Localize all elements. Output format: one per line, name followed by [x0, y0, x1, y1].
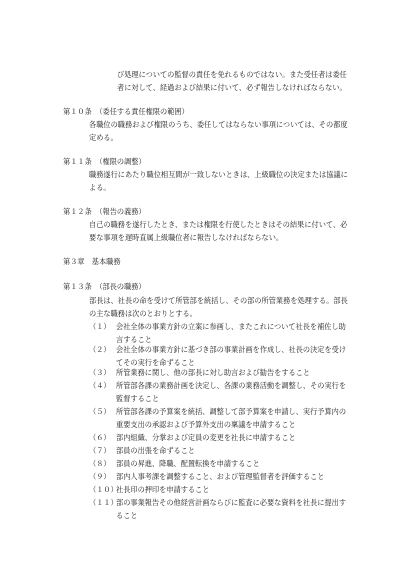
item-number: （１）	[89, 322, 111, 331]
paragraph-line: 自己の職務を遂行したとき、または権限を行使したときはその結果に付いて、必	[89, 220, 348, 229]
article-10-body	[89, 118, 365, 144]
paragraph-line: 要な事項を遅時直属上級職位者に報告しなければならない。	[89, 233, 284, 242]
item-number: （１１）	[89, 498, 118, 507]
item-number: （８）	[89, 459, 111, 468]
item-line: ること	[116, 511, 138, 520]
paragraph-line: の主な職務は次のとおりとする。	[89, 309, 197, 318]
item-number: （３）	[89, 368, 111, 377]
item-line: 部内人事考課を調整すること、および管理監督者を評価すること	[116, 472, 325, 481]
chapter-heading: 第３章 基本職務	[63, 257, 121, 266]
article-11-heading: 第１１条 （権限の調整）	[63, 157, 146, 166]
item-line: 言すること	[116, 335, 152, 344]
item-line: 所管部各課の予算案を統括、調整して部予算案を申請し、実行予算内の	[116, 407, 347, 416]
item-number: （９）	[89, 472, 111, 481]
article-13-heading: 第１３条 （部長の職務）	[63, 282, 146, 291]
item-number: （４）	[89, 381, 111, 390]
item-line: 会社全体の事業方針の立案に参画し、またこれについて社長を補佐し助	[116, 322, 346, 331]
item-line: 所管部各課の業務計画を決定し、各課の業務活動を調整し、その実行を	[116, 381, 347, 390]
item-line: 監督すること	[116, 394, 160, 403]
item-line: 部員の出張を命ずること	[116, 446, 196, 455]
item-line: 部員の昇進、降職、配置転換を申請すること	[116, 459, 260, 468]
article-12-heading: 第１２条 （報告の義務）	[63, 207, 146, 216]
paragraph-line: 者に対して、経過および結果に付いて、必ず報告しなければならない。	[117, 83, 347, 92]
item-number: （５）	[89, 407, 111, 416]
paragraph-line: 定める。	[89, 133, 118, 142]
continuation-paragraph	[117, 68, 387, 94]
item-line: てその実行を命ずること	[116, 358, 196, 367]
item-line: 重要支出の承認および予算外支出の稟議を申請すること	[116, 420, 296, 429]
item-number: （７）	[89, 446, 111, 455]
item-line: 社長印の押印を申請すること	[116, 485, 210, 494]
paragraph-line: 部長は、社長の命を受けて所管部を統括し、その部の所管業務を処理する。部長	[89, 296, 348, 305]
paragraph-line: 各職位の職務および権限のうち、委任してはならない事項については、その都度	[89, 120, 348, 129]
paragraph-line: よる。	[89, 183, 111, 192]
article-11-body	[89, 168, 365, 194]
article-10-heading: 第１０条 （委任する責任権限の範囲）	[63, 107, 189, 116]
article-12-body	[89, 218, 365, 244]
item-line: 所管業務に関し、他の部長に対し助言および勧告をすること	[116, 368, 311, 377]
paragraph-line: び処理についての監督の責任を免れるものではない。また受任者は委任	[117, 70, 347, 79]
item-line: 会社全体の事業方針に基づき部の事業計画を作成し、社長の決定を受け	[116, 345, 347, 354]
item-line: 部内組織、分掌および定員の変更を社長に申請すること	[116, 433, 296, 442]
item-number: （１０）	[89, 485, 118, 494]
article-13-intro	[89, 294, 365, 320]
item-number: （６）	[89, 433, 111, 442]
paragraph-line: 職務遂行にあたり職位相互間が一致しないときは、上級職位の決定または協議に	[89, 170, 348, 179]
item-number: （２）	[89, 345, 111, 354]
item-line: 部の事業報告その他経営計画ならびに監査に必要な資料を社長に提出す	[116, 498, 347, 507]
